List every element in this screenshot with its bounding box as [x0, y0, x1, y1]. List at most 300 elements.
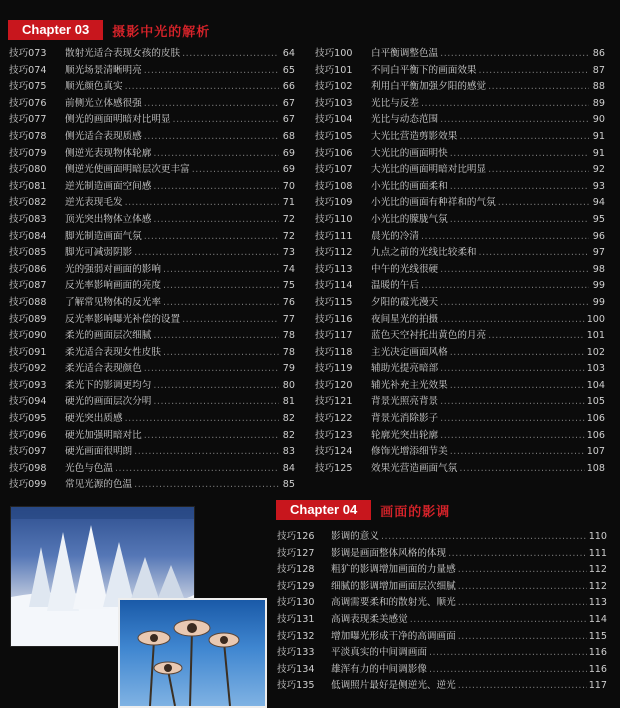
entry-page-number: 84 — [282, 462, 295, 474]
entry-number: 技巧131 — [277, 613, 315, 625]
entry-title: 低调照片最好是侧逆光、逆光 — [331, 680, 456, 692]
entry-page-number: 106 — [586, 429, 605, 441]
entry-title: 顺光场景清晰明亮 — [65, 64, 142, 76]
toc-entry — [9, 62, 295, 79]
dot-leader — [458, 564, 587, 575]
entry-title: 影调是画面整体风格的体现 — [331, 547, 447, 559]
entry-title: 背景光消除影子 — [371, 413, 439, 425]
entry-title: 温暖的午后 — [371, 280, 419, 292]
toc-entry — [315, 327, 605, 344]
dot-leader — [450, 380, 585, 391]
entry-title: 不同白平衡下的画面效果 — [371, 64, 477, 76]
dot-leader — [488, 164, 589, 175]
entry-number: 技巧122 — [315, 413, 353, 425]
entry-title: 中午的光线很硬 — [371, 263, 439, 275]
chapter-03-header — [8, 20, 612, 40]
entry-number: 技巧127 — [277, 547, 315, 559]
dot-leader — [450, 446, 585, 457]
dot-leader — [440, 314, 585, 325]
entry-number: 技巧134 — [277, 663, 315, 675]
entry-number: 技巧128 — [277, 564, 315, 576]
toc-entry — [9, 261, 295, 278]
entry-number: 技巧076 — [9, 97, 47, 109]
dot-leader — [421, 98, 589, 109]
toc-entry — [9, 427, 295, 444]
entry-page-number: 106 — [586, 413, 605, 425]
entry-number: 技巧119 — [315, 363, 353, 375]
dot-leader — [440, 48, 589, 59]
dot-leader — [115, 463, 279, 474]
toc-entry — [277, 677, 607, 694]
dot-leader — [144, 430, 279, 441]
entry-number: 技巧075 — [9, 81, 47, 93]
entry-title: 顶光突出物体立体感 — [65, 213, 152, 225]
dot-leader — [459, 463, 584, 474]
toc-entry — [9, 145, 295, 162]
dot-leader — [488, 330, 585, 341]
toc-entry — [277, 528, 607, 545]
dot-leader — [125, 197, 279, 208]
entry-page-number: 92 — [592, 164, 605, 176]
toc-entry — [315, 211, 605, 228]
entry-title: 白平衡调整色温 — [371, 48, 439, 59]
entry-page-number: 78 — [282, 330, 295, 342]
entry-number: 技巧101 — [315, 64, 353, 76]
dot-leader — [182, 314, 279, 325]
dot-leader — [144, 363, 279, 374]
entry-page-number: 93 — [592, 180, 605, 192]
dot-leader — [173, 114, 279, 125]
dot-leader — [381, 531, 587, 542]
entry-number: 技巧105 — [315, 130, 353, 142]
entry-number: 技巧103 — [315, 97, 353, 109]
dot-leader — [458, 597, 587, 608]
entry-number: 技巧098 — [9, 462, 47, 474]
entry-title: 侧逆光使画面明暗层次更丰富 — [65, 164, 190, 176]
entry-page-number: 75 — [282, 280, 295, 292]
entry-title: 光色与色温 — [65, 462, 113, 474]
toc-entry — [315, 311, 605, 328]
entry-page-number: 86 — [592, 48, 605, 59]
entry-number: 技巧117 — [315, 330, 353, 342]
toc-entry — [315, 62, 605, 79]
entry-number: 技巧115 — [315, 296, 353, 308]
entry-title: 反光率影响画面的亮度 — [65, 280, 161, 292]
entry-title: 散射光适合表现女孩的皮肤 — [65, 48, 181, 59]
entry-page-number: 99 — [592, 280, 605, 292]
entry-number: 技巧123 — [315, 429, 353, 441]
entry-title: 小光比的画面柔和 — [371, 180, 448, 192]
entry-page-number: 94 — [592, 197, 605, 209]
entry-page-number: 104 — [586, 379, 605, 391]
entry-number: 技巧089 — [9, 313, 47, 325]
entry-number: 技巧114 — [315, 280, 353, 292]
entry-page-number: 87 — [592, 64, 605, 76]
dot-leader — [440, 396, 585, 407]
entry-title: 修饰光增添细节美 — [371, 446, 448, 458]
entry-title: 夜间星光的拍摄 — [371, 313, 439, 325]
toc-entry — [315, 161, 605, 178]
entry-number: 技巧084 — [9, 230, 47, 242]
entry-title: 蓝色天空衬托出黄色的月亮 — [371, 330, 487, 342]
entry-page-number: 97 — [592, 247, 605, 259]
dot-leader — [429, 664, 587, 675]
entry-page-number: 74 — [282, 263, 295, 275]
entry-title: 雄浑有力的中间调影像 — [331, 663, 427, 675]
entry-page-number: 79 — [282, 363, 295, 375]
dot-leader — [153, 214, 279, 225]
entry-number: 技巧099 — [9, 479, 47, 491]
entry-title: 硬光的画面层次分明 — [65, 396, 152, 408]
entry-number: 技巧087 — [9, 280, 47, 292]
dot-leader — [440, 413, 585, 424]
chapter-label: Chapter 03 — [8, 20, 103, 40]
entry-page-number: 117 — [588, 680, 607, 692]
toc-entry — [9, 45, 295, 62]
entry-page-number: 89 — [592, 97, 605, 109]
toc-entry — [9, 111, 295, 128]
entry-number: 技巧109 — [315, 197, 353, 209]
toc-column-right — [315, 45, 605, 476]
toc-column-chapter-04 — [277, 528, 607, 694]
entry-page-number: 80 — [282, 379, 295, 391]
dot-leader — [421, 280, 589, 291]
toc-entry — [315, 194, 605, 211]
toc-entry — [315, 244, 605, 261]
entry-title: 细腻的影调增加画面层次细腻 — [331, 580, 456, 592]
dot-leader — [440, 363, 585, 374]
entry-number: 技巧077 — [9, 114, 47, 126]
entry-page-number: 105 — [586, 396, 605, 408]
entry-title: 高调表现柔美感觉 — [331, 613, 408, 625]
dot-leader — [421, 231, 589, 242]
entry-title: 柔光适合表现颜色 — [65, 363, 142, 375]
entry-title: 辅光补充主光效果 — [371, 379, 448, 391]
toc-entry — [9, 460, 295, 477]
entry-number: 技巧088 — [9, 296, 47, 308]
chapter-label: Chapter 04 — [276, 500, 371, 520]
dot-leader — [153, 181, 279, 192]
entry-title: 夕阳的霞光漫天 — [371, 296, 439, 308]
entry-number: 技巧097 — [9, 446, 47, 458]
entry-title: 光比与动态范围 — [371, 114, 439, 126]
dot-leader — [144, 65, 279, 76]
dot-leader — [134, 247, 279, 258]
toc-entry — [315, 410, 605, 427]
entry-page-number: 114 — [588, 613, 607, 625]
entry-title: 柔光适合表现女性皮肤 — [65, 346, 161, 358]
dot-leader — [440, 430, 585, 441]
toc-entry — [315, 78, 605, 95]
chapter-04-header — [276, 500, 612, 520]
entry-title: 侧光适合表现质感 — [65, 130, 142, 142]
entry-page-number: 85 — [282, 479, 295, 491]
entry-title: 晨光的冷清 — [371, 230, 419, 242]
entry-page-number: 116 — [588, 647, 607, 659]
entry-number: 技巧093 — [9, 379, 47, 391]
dot-leader — [182, 48, 279, 59]
entry-title: 前侧光立体感很强 — [65, 97, 142, 109]
entry-page-number: 100 — [586, 313, 605, 325]
dot-leader — [192, 164, 279, 175]
dot-leader — [440, 297, 589, 308]
entry-page-number: 70 — [282, 180, 295, 192]
entry-title: 柔光下的影调更均匀 — [65, 379, 152, 391]
entry-number: 技巧079 — [9, 147, 47, 159]
entry-number: 技巧082 — [9, 197, 47, 209]
entry-page-number: 67 — [282, 97, 295, 109]
entry-number: 技巧096 — [9, 429, 47, 441]
toc-entry — [277, 611, 607, 628]
entry-page-number: 98 — [592, 263, 605, 275]
toc-entry — [315, 360, 605, 377]
toc-entry — [277, 545, 607, 562]
entry-page-number: 69 — [282, 164, 295, 176]
entry-page-number: 112 — [588, 564, 607, 576]
entry-page-number: 107 — [586, 446, 605, 458]
toc-entry — [9, 311, 295, 328]
entry-number: 技巧083 — [9, 213, 47, 225]
entry-number: 技巧116 — [315, 313, 353, 325]
entry-page-number: 67 — [282, 114, 295, 126]
toc-entry — [9, 294, 295, 311]
entry-number: 技巧126 — [277, 531, 315, 542]
toc-entry — [315, 95, 605, 112]
entry-number: 技巧104 — [315, 114, 353, 126]
toc-entry — [9, 360, 295, 377]
entry-number: 技巧086 — [9, 263, 47, 275]
entry-page-number: 82 — [282, 429, 295, 441]
entry-page-number: 99 — [592, 296, 605, 308]
entry-title: 平淡真实的中间调画面 — [331, 647, 427, 659]
entry-number: 技巧074 — [9, 64, 47, 76]
toc-entry — [9, 277, 295, 294]
entry-number: 技巧073 — [9, 48, 47, 59]
entry-title: 大光比营造剪影效果 — [371, 130, 458, 142]
entry-number: 技巧121 — [315, 396, 353, 408]
entry-number: 技巧080 — [9, 164, 47, 176]
entry-page-number: 82 — [282, 413, 295, 425]
dot-leader — [125, 81, 279, 92]
dot-leader — [498, 197, 589, 208]
dot-leader — [144, 131, 279, 142]
toc-entry — [315, 128, 605, 145]
entry-number: 技巧085 — [9, 247, 47, 259]
entry-page-number: 66 — [282, 81, 295, 93]
dot-leader — [459, 131, 589, 142]
toc-entry — [315, 377, 605, 394]
toc-entry — [9, 161, 295, 178]
entry-number: 技巧110 — [315, 213, 353, 225]
toc-entry — [9, 393, 295, 410]
dot-leader — [153, 148, 279, 159]
toc-column-left — [9, 45, 295, 493]
toc-entry — [9, 194, 295, 211]
entry-title: 硬光加强明暗对比 — [65, 429, 142, 441]
entry-title: 脚光可减弱阴影 — [65, 247, 133, 259]
entry-page-number: 88 — [592, 81, 605, 93]
entry-title: 脚光制造画面气氛 — [65, 230, 142, 242]
dot-leader — [153, 396, 279, 407]
entry-page-number: 116 — [588, 663, 607, 675]
toc-entry — [315, 393, 605, 410]
entry-page-number: 95 — [592, 213, 605, 225]
dot-leader — [450, 181, 589, 192]
entry-title: 逆光制造画面空间感 — [65, 180, 152, 192]
entry-number: 技巧132 — [277, 630, 315, 642]
entry-title: 粗犷的影调增加画面的力量感 — [331, 564, 456, 576]
entry-number: 技巧078 — [9, 130, 47, 142]
entry-number: 技巧133 — [277, 647, 315, 659]
dot-leader — [450, 214, 589, 225]
entry-number: 技巧124 — [315, 446, 353, 458]
dot-leader — [458, 680, 587, 691]
entry-title: 辅助光提亮暗部 — [371, 363, 439, 375]
toc-entry — [9, 377, 295, 394]
entry-title: 柔光的画面层次细腻 — [65, 330, 152, 342]
entry-title: 轮廓光突出轮廓 — [371, 429, 439, 441]
toc-entry — [277, 661, 607, 678]
entry-page-number: 78 — [282, 346, 295, 358]
entry-title: 主光决定画面风格 — [371, 346, 448, 358]
toc-entry — [9, 443, 295, 460]
toc-entry — [315, 45, 605, 62]
toc-entry — [315, 178, 605, 195]
entry-title: 常见光源的色温 — [65, 479, 133, 491]
entry-number: 技巧120 — [315, 379, 353, 391]
entry-number: 技巧125 — [315, 462, 353, 474]
entry-number: 技巧129 — [277, 580, 315, 592]
entry-page-number: 69 — [282, 147, 295, 159]
entry-title: 侧逆光表现物体轮廓 — [65, 147, 152, 159]
entry-page-number: 65 — [282, 64, 295, 76]
entry-page-number: 68 — [282, 130, 295, 142]
dot-leader — [458, 581, 587, 592]
toc-entry — [315, 111, 605, 128]
entry-title: 大光比的画面明快 — [371, 147, 448, 159]
entry-title: 逆光表现毛发 — [65, 197, 123, 209]
entry-page-number: 73 — [282, 247, 295, 259]
entry-page-number: 108 — [586, 462, 605, 474]
toc-entry — [9, 211, 295, 228]
entry-number: 技巧090 — [9, 330, 47, 342]
toc-entry — [9, 128, 295, 145]
entry-title: 大光比的画面明暗对比明显 — [371, 164, 487, 176]
toc-entry — [277, 628, 607, 645]
toc-entry — [277, 578, 607, 595]
entry-page-number: 110 — [588, 531, 607, 542]
entry-page-number: 113 — [588, 597, 607, 609]
entry-number: 技巧094 — [9, 396, 47, 408]
dot-leader — [440, 114, 589, 125]
dot-leader — [163, 347, 279, 358]
toc-entry — [277, 644, 607, 661]
entry-number: 技巧130 — [277, 597, 315, 609]
entry-title: 九点之前的光线比较柔和 — [371, 247, 477, 259]
dot-leader — [410, 614, 587, 625]
entry-title: 小光比的画面有种祥和的气氛 — [371, 197, 496, 209]
dot-leader — [163, 297, 279, 308]
entry-page-number: 77 — [282, 313, 295, 325]
dot-leader — [448, 548, 587, 559]
entry-number: 技巧118 — [315, 346, 353, 358]
entry-number: 技巧106 — [315, 147, 353, 159]
entry-page-number: 115 — [588, 630, 607, 642]
dot-leader — [450, 148, 589, 159]
entry-page-number: 83 — [282, 446, 295, 458]
entry-title: 硬光突出质感 — [65, 413, 123, 425]
entry-number: 技巧100 — [315, 48, 353, 59]
toc-entry — [9, 327, 295, 344]
dot-leader — [144, 98, 279, 109]
toc-entry — [315, 261, 605, 278]
toc-entry — [315, 277, 605, 294]
dot-leader — [153, 330, 279, 341]
entry-title: 侧光的画面明暗对比明显 — [65, 114, 171, 126]
toc-entry — [315, 344, 605, 361]
entry-page-number: 112 — [588, 580, 607, 592]
dot-leader — [163, 280, 279, 291]
entry-page-number: 71 — [282, 197, 295, 209]
dot-leader — [479, 247, 589, 258]
dot-leader — [153, 380, 279, 391]
toc-entry — [315, 443, 605, 460]
toc-entry — [9, 244, 295, 261]
entry-page-number: 64 — [282, 48, 295, 59]
entry-page-number: 101 — [586, 330, 605, 342]
entry-title: 影调的意义 — [331, 531, 379, 542]
dot-leader — [429, 647, 587, 658]
entry-title: 背景光照亮背景 — [371, 396, 439, 408]
toc-entry — [315, 427, 605, 444]
dot-leader — [134, 446, 279, 457]
entry-page-number: 102 — [586, 346, 605, 358]
dot-leader — [488, 81, 589, 92]
entry-number: 技巧092 — [9, 363, 47, 375]
toc-entry — [9, 410, 295, 427]
entry-page-number: 91 — [592, 147, 605, 159]
entry-title: 了解常见物体的反光率 — [65, 296, 161, 308]
chapter-title: 摄影中光的解析 — [112, 24, 211, 40]
toc-entry — [9, 228, 295, 245]
toc-entry — [315, 145, 605, 162]
entry-number: 技巧111 — [315, 230, 353, 242]
entry-title: 顺光颜色真实 — [65, 81, 123, 93]
entry-page-number: 72 — [282, 230, 295, 242]
dot-leader — [450, 347, 585, 358]
entry-number: 技巧102 — [315, 81, 353, 93]
toc-entry — [277, 594, 607, 611]
dot-leader — [440, 264, 589, 275]
entry-number: 技巧108 — [315, 180, 353, 192]
entry-number: 技巧135 — [277, 680, 315, 692]
entry-number: 技巧091 — [9, 346, 47, 358]
toc-entry — [9, 476, 295, 493]
entry-page-number: 91 — [592, 130, 605, 142]
toc-entry — [9, 78, 295, 95]
entry-title: 光比与反差 — [371, 97, 419, 109]
dot-leader — [134, 479, 279, 490]
entry-page-number: 90 — [592, 114, 605, 126]
entry-title: 效果光营造画面气氛 — [371, 462, 458, 474]
flowers-photo — [118, 598, 267, 708]
entry-page-number: 111 — [588, 547, 607, 559]
entry-title: 高调需要柔和的散射光、顺光 — [331, 597, 456, 609]
dot-leader — [144, 231, 279, 242]
entry-title: 反光率影响曝光补偿的设置 — [65, 313, 181, 325]
toc-entry — [315, 294, 605, 311]
toc-entry — [315, 460, 605, 477]
